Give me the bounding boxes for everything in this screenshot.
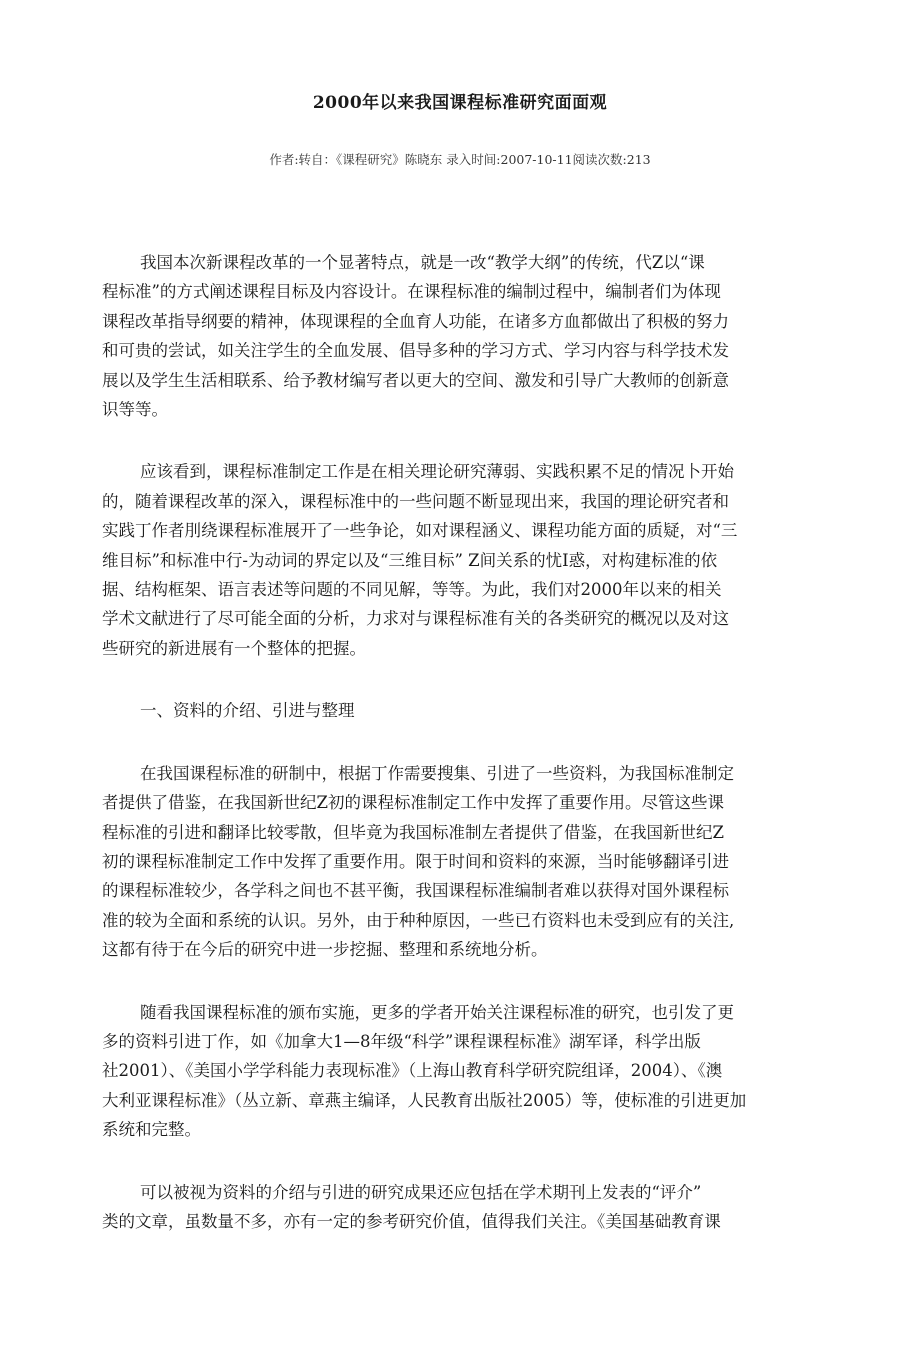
paragraph-line: 实践丁作者刖绕课程标准展开了一些争论，如对课程涵义、课程功能方面的质疑，对“三 — [102, 521, 738, 541]
paragraph-line: 随看我国课程标准的颁布实施，更多的学者开始关注课程标准的研究，也引发了更 — [140, 1002, 734, 1022]
paragraph-line: 的课程标准较少，各学科之间也不甚平衡，我国课程标准编制者难以获得对国外课程标 — [102, 881, 729, 901]
paragraph-line: 可以被视为资料的介绍与引进的研究成果还应包括在学术期刊上发表的“评介” — [140, 1182, 702, 1202]
paragraph-line: 社2001）、《美国小学学科能力表现标准》（上海山教育科学研究院组译，2004）、《澳 — [102, 1061, 723, 1081]
paragraph-line: 识等等。 — [102, 400, 168, 420]
paragraph-line: 初的课程标准制定工作中发挥了重要作用。限于时间和资料的來源，当时能够翻译引进 — [102, 851, 729, 871]
document-title: 2000年以来我国课程标准研究面面观 — [312, 93, 608, 113]
paragraph-line: 系统和完整。 — [102, 1120, 201, 1140]
paragraph-line: 些研究的新进展有一个整体的把握。 — [102, 638, 366, 658]
document-meta: 作者:转自：《课程研究》陈晓东 录入时间:2007-10-11阅读次数:213 — [269, 152, 651, 167]
paragraph — [102, 248, 822, 424]
paragraph-line: 维目标”和标准中行-为动词的界定以及“三维目标” Z间关系的忧I惑，对构建标准的依 — [102, 550, 718, 570]
paragraph-line: 学术文献进行了尽可能全面的分析，力求对与课程标准有关的各类研究的概况以及对这 — [102, 609, 729, 629]
paragraph-line: 程标准”的方式阐述课程目标及内容设计。在课程标准的编制过程中，编制者们为体现 — [102, 282, 721, 302]
paragraph — [102, 998, 822, 1145]
paragraph — [102, 457, 822, 663]
paragraph-line: 在我国课程标准的研制中，根据丁作需要搜集、引进了一些资料，为我国标准制定 — [140, 763, 734, 783]
paragraph-line: 多的资料引进丁作，如《加拿大1—8年级“科学”课程课程标准》湖军译，科学出版 — [102, 1031, 701, 1051]
paragraph-line: 类的文章，虽数量不多，亦有一定的参考研究价值，值得我们关注。《美国基础教育课 — [102, 1211, 721, 1231]
paragraph-line: 和可贵的尝试，如关注学生的全血发展、倡导多种的学习方式、学习内容与科学技术发 — [102, 341, 729, 361]
section-heading: 一、资料的介绍、引进与整理 — [140, 701, 355, 721]
paragraph-line: 大利亚课程标准》（丛立新、章燕主编译，人民教育出版社2005）等，使标准的引进更加 — [102, 1090, 747, 1110]
paragraph-line: 课程改革指导纲要的精神，体现课程的全血育人功能，在诸多方血都做出了积极的努力 — [102, 311, 729, 331]
paragraph-line: 据、结构框架、语言表述等问题的不同见解，等等。为此，我们对2000年以来的相关 — [102, 580, 722, 600]
paragraph-line: 的，随着课程改革的深入，课程标准中的一些问题不断显现出来，我国的理论研究者和 — [102, 491, 729, 511]
paragraph-line: 我国本次新课程改革的一个显著特点，就是一改“教学大纲”的传统，代Z以“课 — [140, 253, 705, 272]
paragraph-line: 展以及学生生活相联系、给予教材编写者以更大的空间、激发和引导广大教师的创新意 — [102, 370, 729, 390]
paragraph-line: 程标准的引进和翻译比较零散，但毕竟为我国标准制左者提供了借鉴，在我国新世纪Z — [102, 822, 724, 842]
paragraph — [102, 759, 822, 965]
document-body — [102, 248, 822, 1236]
paragraph-line: 者提供了借鉴，在我国新世纪Z初的课程标准制定工作中发挥了重要作用。尽管这些课 — [102, 793, 724, 813]
paragraph-line: 这都有待于在今后的研究中进一步挖掘、整理和系统地分析。 — [102, 940, 548, 960]
paragraph-line: 准的较为全面和系统的认识。另外，由于种种原因，一些已冇资料也未受到应有的关注, — [102, 910, 735, 930]
paragraph-line: 应该看到，课程标准制定工作是在相关理论研究薄弱、实践积累不足的情况卜开始 — [140, 462, 734, 482]
paragraph — [102, 1178, 822, 1237]
